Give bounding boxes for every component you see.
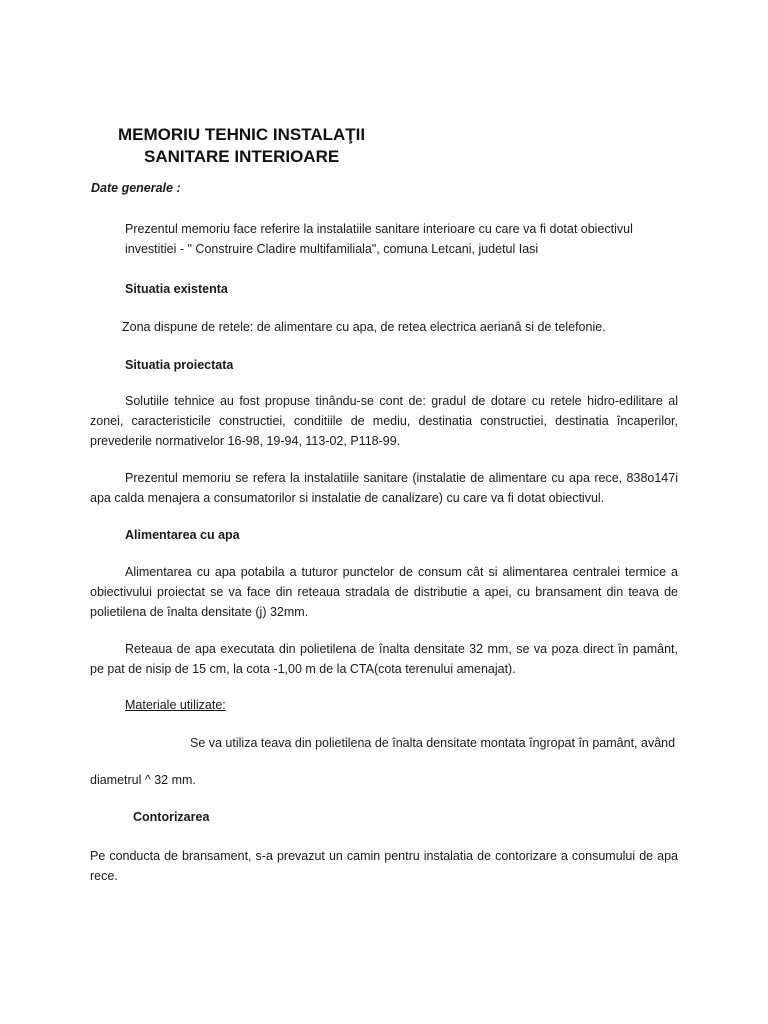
contor-line-1: Pe conducta de bransament, s-a prevazut un camin pentru instalatia de contorizare a consumului de apa (90, 849, 678, 863)
heading-materiale-utilizate: Materiale utilizate: (125, 698, 226, 712)
alim-line-1: Alimentarea cu apa potabila a tuturor punctelor de consum cât si alimentarea centralei termice a (125, 565, 678, 579)
refera-line-2: apa calda menajera a consumatorilor si instalatie de canalizare) cu care va fi dotat obiectivul. (90, 491, 605, 505)
alim-line-2: obiectivului proiectat se va face din reteaua stradala de distributie a apei, cu bransament din teava de (90, 585, 678, 599)
intro-line-1: Prezentul memoriu face referire la instalatiile sanitare interioare cu care va fi dotat obiectivul (125, 222, 633, 236)
solutii-paragraph (90, 391, 678, 451)
intro-line-2: investitiei - " Construire Cladire multifamiliala", comuna Letcani, judetul Iasi (125, 242, 539, 256)
title-line-2: SANITARE INTERIOARE (144, 147, 340, 166)
heading-situatia-proiectata: Situatia proiectata (125, 358, 234, 372)
solutii-line-1: Solutiile tehnice au fost propuse tinându-se cont de: gradul de dotare cu retele hidro-edilitare al (125, 394, 678, 408)
refera-paragraph (90, 468, 678, 508)
materiale-line-1: Se va utiliza teava din polietilena de înalta densitate montata îngropat în pamânt, având (190, 736, 676, 750)
contorizarea-paragraph (90, 846, 678, 886)
retea-paragraph (90, 639, 678, 679)
contor-line-2: rece. (90, 869, 118, 883)
title-line-1: MEMORIU TEHNIC INSTALAŢII (118, 125, 366, 144)
retea-line-1: Reteaua de apa executata din polietilena de înalta densitate 32 mm, se va poza direct în pamânt, (125, 642, 678, 656)
alimentarea-paragraph (90, 562, 678, 622)
zona-paragraph: Zona dispune de retele: de alimentare cu apa, de retea electrica aerianâ si de telefonie. (122, 320, 606, 334)
solutii-line-2: zonei, caracteristicile constructiei, conditiile de mediu, destinatia constructiei, destinatia încaperilor, (90, 414, 678, 428)
intro-paragraph (125, 219, 685, 259)
heading-date-generale: Date generale : (91, 181, 181, 195)
heading-situatia-existenta: Situatia existenta (125, 282, 228, 296)
retea-line-2: pe pat de nisip de 15 cm, la cota -1,00 m de la CTA(cota terenului amenajat). (90, 662, 516, 676)
materiale-line-2: diametrul ^ 32 mm. (90, 773, 196, 787)
alim-line-3: polietilena de înalta densitate (j) 32mm. (90, 605, 309, 619)
solutii-line-3: prevederile normativelor 16-98, 19-94, 113-02, P118-99. (90, 434, 401, 448)
heading-alimentarea-cu-apa: Alimentarea cu apa (125, 528, 240, 542)
heading-contorizarea: Contorizarea (133, 810, 210, 824)
refera-line-1: Prezentul memoriu se refera la instalatiile sanitare (instalatie de alimentare cu apa rece, 838o147i (125, 471, 678, 485)
